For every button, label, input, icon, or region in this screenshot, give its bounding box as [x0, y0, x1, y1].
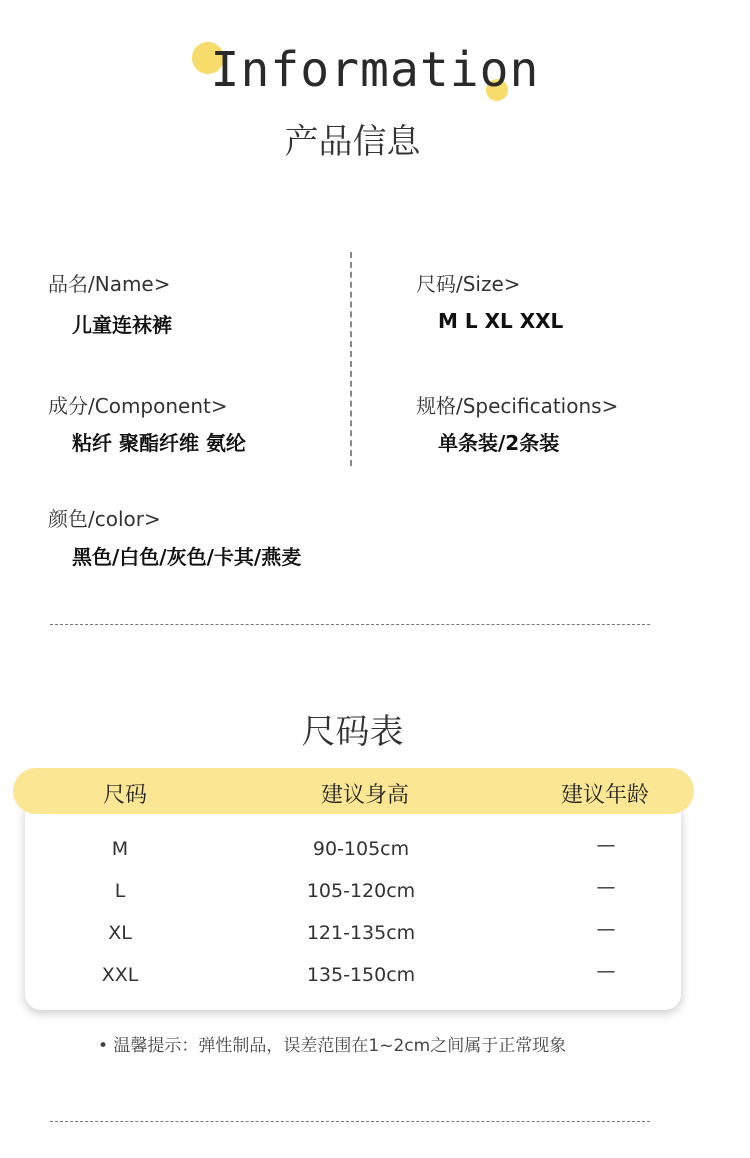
table-cell: —	[596, 960, 616, 982]
component-label: 成分/Component>	[48, 394, 228, 418]
section-divider-bottom	[50, 1121, 650, 1122]
section-divider-top	[50, 624, 650, 625]
vertical-divider	[350, 252, 352, 466]
color-value: 黑色/白色/灰色/卡其/燕麦	[72, 545, 302, 569]
table-cell: —	[596, 876, 616, 898]
table-cell: XL	[108, 922, 132, 944]
table-cell: 90-105cm	[312, 838, 410, 860]
specifications-label: 规格/Specifications>	[416, 394, 619, 418]
header-size: 尺码	[102, 783, 147, 808]
name-label: 品名/Name>	[48, 272, 171, 296]
size-label: 尺码/Size>	[416, 272, 521, 296]
color-label: 颜色/color>	[48, 507, 161, 531]
title-chinese: 产品信息	[284, 122, 421, 162]
table-cell: 135-150cm	[306, 964, 416, 986]
table-cell: 121-135cm	[306, 922, 416, 944]
table-cell: M	[111, 838, 129, 860]
component-value: 粘纤 聚酯纤维 氨纶	[72, 431, 246, 455]
title-english: Information	[210, 42, 540, 98]
header-age: 建议年龄	[560, 783, 649, 808]
table-cell: 105-120cm	[306, 880, 416, 902]
table-cell: —	[596, 834, 616, 856]
table-cell: L	[114, 880, 126, 902]
specifications-value: 单条装/2条装	[438, 431, 560, 455]
tip-note: • 温馨提示：弹性制品，误差范围在1~2cm之间属于正常现象	[98, 1036, 567, 1056]
size-chart-title: 尺码表	[301, 712, 404, 752]
header-height: 建议身高	[320, 783, 409, 808]
size-value: M L XL XXL	[438, 309, 564, 333]
table-cell: —	[596, 918, 616, 940]
name-value: 儿童连袜裤	[72, 313, 172, 337]
table-cell: XXL	[101, 964, 139, 986]
